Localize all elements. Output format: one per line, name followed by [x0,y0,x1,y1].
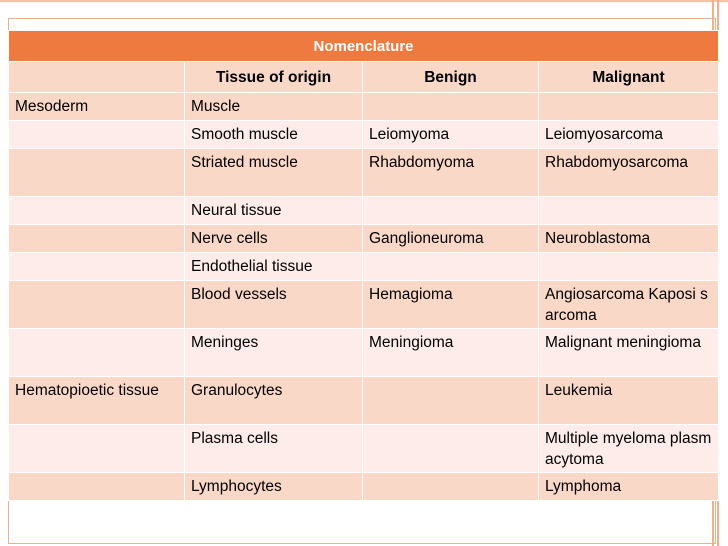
cell-tissue-of-origin: Neural tissue [185,197,363,225]
cell-category [9,253,185,281]
cell-benign [363,253,539,281]
table-row [9,473,719,501]
table-row [9,425,719,473]
cell-tissue-of-origin: Meninges [185,329,363,377]
top-decorative-line [0,0,728,2]
table-title-row [9,31,719,62]
cell-malignant [539,93,719,121]
cell-category [9,425,185,473]
cell-malignant: Multiple myeloma plasmacytoma [539,425,719,473]
cell-category [9,121,185,149]
table-row [9,225,719,253]
cell-malignant: Leukemia [539,377,719,425]
cell-malignant: Neuroblastoma [539,225,719,253]
cell-malignant: Lymphoma [539,473,719,501]
header-malignant: Malignant [539,62,719,93]
cell-tissue-of-origin: Granulocytes [185,377,363,425]
nomenclature-table [8,30,719,501]
cell-category: Mesoderm [9,93,185,121]
cell-category [9,225,185,253]
cell-malignant: Leiomyosarcoma [539,121,719,149]
cell-benign [363,473,539,501]
table-title: Nomenclature [9,31,719,62]
cell-category [9,281,185,329]
cell-malignant: Malignant meningioma [539,329,719,377]
cell-category: Hematopioetic tissue [9,377,185,425]
cell-category [9,197,185,225]
header-blank [9,62,185,93]
table-row [9,149,719,197]
cell-benign: Ganglioneuroma [363,225,539,253]
cell-tissue-of-origin: Lymphocytes [185,473,363,501]
cell-tissue-of-origin: Endothelial tissue [185,253,363,281]
cell-malignant: Angiosarcoma Kaposi sarcoma [539,281,719,329]
table-row [9,281,719,329]
table-row [9,377,719,425]
header-benign: Benign [363,62,539,93]
cell-malignant [539,253,719,281]
cell-category [9,149,185,197]
cell-malignant [539,197,719,225]
cell-malignant: Rhabdomyosarcoma [539,149,719,197]
cell-benign: Leiomyoma [363,121,539,149]
cell-tissue-of-origin: Striated muscle [185,149,363,197]
table-body [9,93,719,501]
cell-benign [363,197,539,225]
table-row [9,253,719,281]
table-row [9,329,719,377]
cell-tissue-of-origin: Nerve cells [185,225,363,253]
cell-category [9,329,185,377]
table-row [9,121,719,149]
cell-benign [363,93,539,121]
cell-benign: Rhabdomyoma [363,149,539,197]
cell-benign: Hemagioma [363,281,539,329]
cell-benign [363,425,539,473]
cell-tissue-of-origin: Blood vessels [185,281,363,329]
cell-category [9,473,185,501]
table-row [9,197,719,225]
cell-benign: Meningioma [363,329,539,377]
cell-benign [363,377,539,425]
cell-tissue-of-origin: Muscle [185,93,363,121]
header-tissue-of-origin: Tissue of origin [185,62,363,93]
cell-tissue-of-origin: Plasma cells [185,425,363,473]
cell-tissue-of-origin: Smooth muscle [185,121,363,149]
table-header-row [9,62,719,93]
table-row [9,93,719,121]
